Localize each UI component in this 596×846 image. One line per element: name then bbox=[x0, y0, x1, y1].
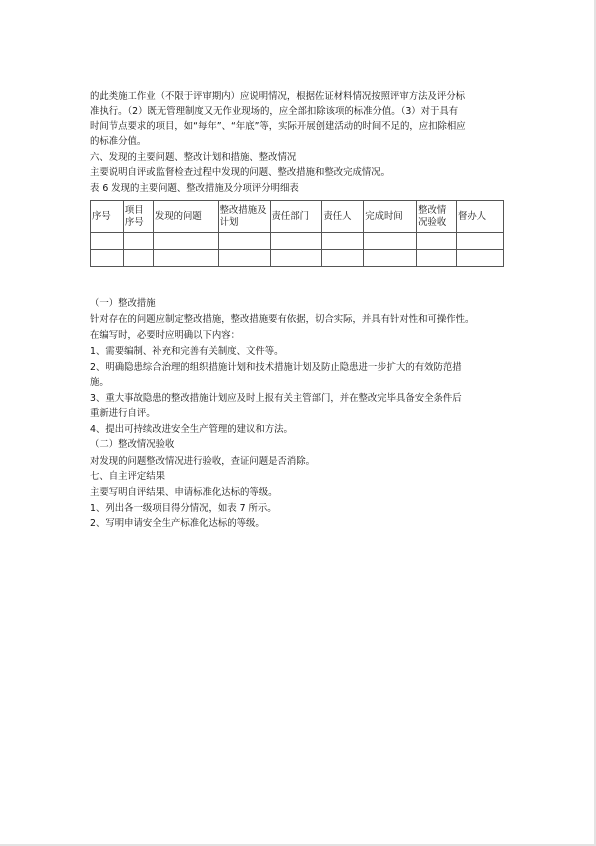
intro-line-3: 时间节点要求的项目，如“每年”、“年底”等，实际开展创建活动的时间不足的，应扣除相应 bbox=[90, 121, 466, 132]
rectify-item-3b: 重新进行自评。 bbox=[90, 408, 156, 419]
table6-caption: 表 6 发现的主要问题、整改措施及分项评分明细表 bbox=[90, 183, 299, 194]
col-header-problem: 发现的问题 bbox=[153, 201, 218, 233]
rectify-item-4: 4、提出可持续改进安全生产管理的建议和方法。 bbox=[90, 424, 293, 435]
col-header-measures: 整改措施及计划 bbox=[218, 201, 270, 233]
table-row bbox=[91, 233, 504, 250]
col-header-supervisor: 督办人 bbox=[457, 201, 504, 233]
intro-line-4: 的标准分值。 bbox=[90, 136, 147, 147]
intro-line-2: 准执行。（2）既无管理制度又无作业现场的，应全部扣除该项的标准分值。（3）对于具有 bbox=[90, 106, 459, 117]
section7-item-1: 1、列出各一级项目得分情况，如表 7 所示。 bbox=[90, 503, 277, 514]
rectify-item-2b: 施。 bbox=[90, 377, 109, 388]
acceptance-heading: （二）整改情况验收 bbox=[90, 439, 175, 450]
rectify-line-1: 针对存在的问题应制定整改措施，整改措施要有依据，切合实际，并具有针对性和可操作性。 bbox=[90, 314, 475, 325]
rectify-item-3a: 3、重大事故隐患的整改措施计划应及时上报有关主管部门，并在整改完毕具备安全条件后 bbox=[90, 393, 462, 404]
section7-line-1: 主要写明自评结果、申请标准化达标的等级。 bbox=[90, 487, 278, 498]
acceptance-line-1: 对发现的问题整改情况进行验收，查证问题是否消除。 bbox=[90, 456, 316, 467]
rectify-item-1: 1、需要编制、补充和完善有关制度、文件等。 bbox=[90, 346, 284, 357]
col-header-department: 责任部门 bbox=[270, 201, 322, 233]
col-header-item-no: 项目序号 bbox=[123, 201, 153, 233]
rectify-line-2: 在编写时，必要时应明确以下内容： bbox=[90, 330, 241, 341]
section6-description: 主要说明自评或监督检查过程中发现的问题、整改措施和整改完成情况。 bbox=[90, 167, 391, 178]
col-header-completion-time: 完成时间 bbox=[364, 201, 417, 233]
rectify-item-2a: 2、明确隐患综合治理的组织措施计划和技术措施计划及防止隐患进一步扩大的有效防范措 bbox=[90, 362, 462, 373]
rectify-heading: （一）整改措施 bbox=[90, 298, 156, 309]
intro-line-1: 的此类施工作业（不限于评审期内）应说明情况，根据佐证材料情况按照评审方法及评分标 bbox=[90, 91, 466, 102]
table6-header-row bbox=[91, 201, 504, 233]
table-row bbox=[91, 250, 504, 267]
section7-heading: 七、自主评定结果 bbox=[90, 471, 166, 482]
col-header-acceptance: 整改情况验收 bbox=[417, 201, 457, 233]
col-header-person: 责任人 bbox=[322, 201, 364, 233]
section6-heading: 六、发现的主要问题、整改计划和措施、整改情况 bbox=[90, 152, 297, 163]
col-header-no: 序号 bbox=[91, 201, 124, 233]
table6 bbox=[90, 200, 504, 267]
section7-item-2: 2、写明申请安全生产标准化达标的等级。 bbox=[90, 518, 265, 529]
